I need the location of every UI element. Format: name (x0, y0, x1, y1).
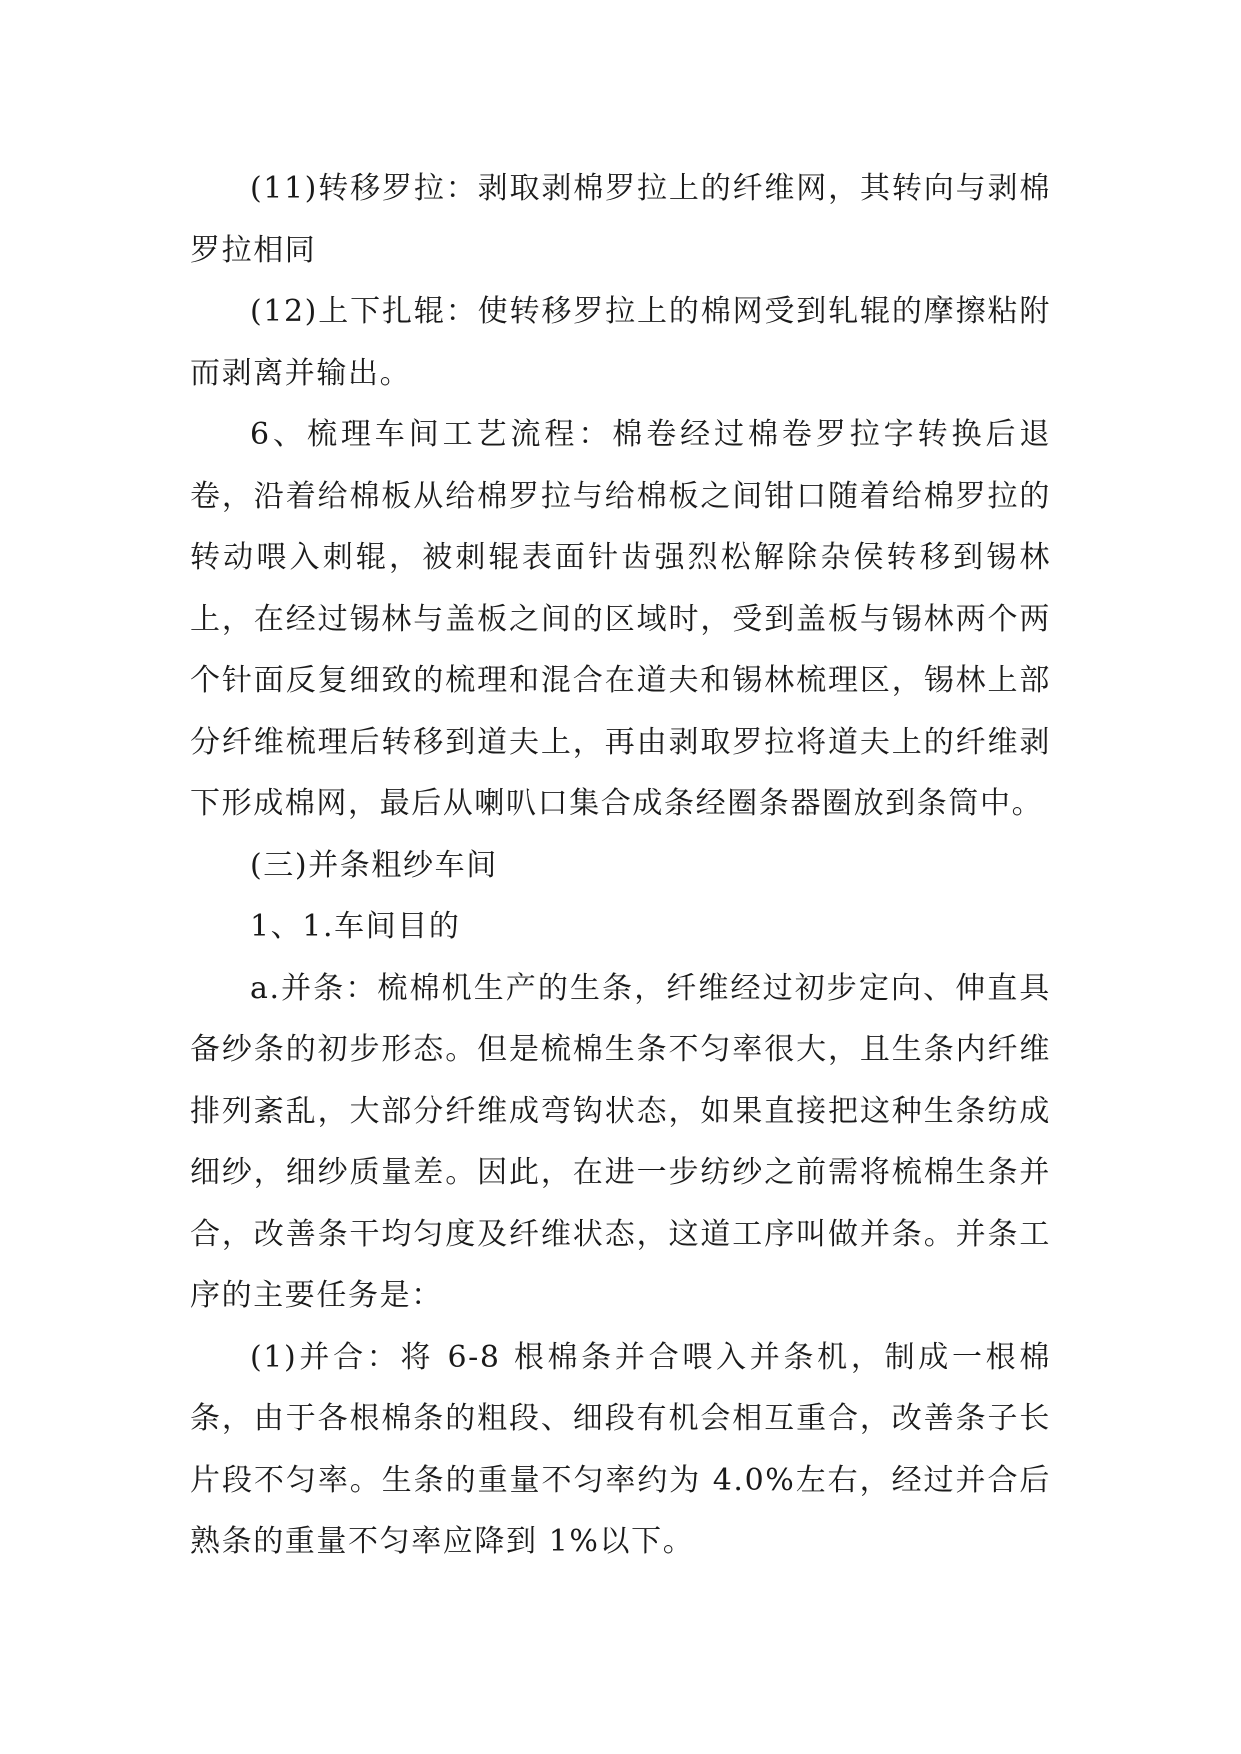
paragraph-carding-process: 6、梳理车间工艺流程：棉卷经过棉卷罗拉字转换后退卷，沿着给棉板从给棉罗拉与给棉板之间钳口随着给棉罗拉的转动喂入刺辊，被刺辊表面针齿强烈松解除杂侯转移到锡林上，在经过锡林与盖板之间的区域时，受到盖板与锡林两个两个针面反复细致的梳理和混合在道夫和锡林梳理区，锡林上部分纤维梳理后转移到道夫上，再由剥取罗拉将道夫上的纤维剥下形成棉网，最后从喇叭口集合成条经圈条器圈放到条筒中。 (190, 417, 1051, 821)
paragraph-transfer-roller: (11)转移罗拉：剥取剥棉罗拉上的纤维网，其转向与剥棉罗拉相同 (190, 171, 1051, 268)
document-body (190, 158, 1051, 1573)
paragraph-doubling: (1)并合：将 6-8 根棉条并合喂入并条机，制成一根棉条，由于各根棉条的粗段、细段有机会相互重合，改善条子长片段不匀率。生条的重量不匀率约为 4.0%左右，经过并合后熟条的重量不匀率应降到 1%以下。 (190, 1339, 1051, 1559)
paragraph-crush-rollers: (12)上下扎辊：使转移罗拉上的棉网受到轧辊的摩擦粘附而剥离并输出。 (190, 294, 1051, 391)
paragraph-drawing-purpose: a.并条：梳棉机生产的生条，纤维经过初步定向、伸直具备纱条的初步形态。但是梳棉生条不匀率很大，且生条内纤维排列紊乱，大部分纤维成弯钩状态，如果直接把这种生条纺成细纱，细纱质量差。因此，在进一步纺纱之前需将梳棉生条并合，改善条干均匀度及纤维状态，这道工序叫做并条。并条工序的主要任务是： (190, 970, 1051, 1313)
section-heading-drawing-roving: (三)并条粗纱车间 (250, 847, 498, 883)
subheading-workshop-purpose: 1、1.车间目的 (250, 909, 461, 944)
